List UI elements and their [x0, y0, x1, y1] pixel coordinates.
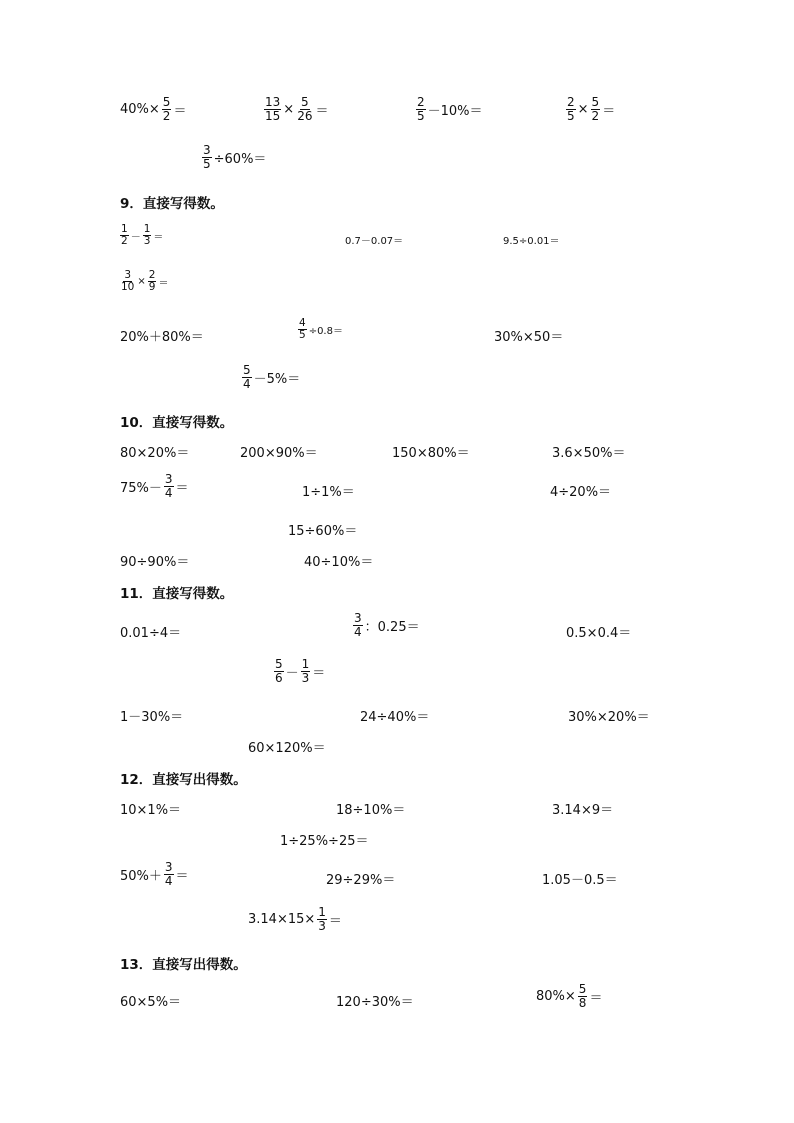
expression-tail: ÷60%＝	[213, 151, 267, 167]
expression-p9-6	[296, 318, 343, 341]
expression-text: 10×1%＝	[120, 803, 182, 818]
denominator: 15	[265, 108, 281, 123]
expression-tail: ＝	[153, 232, 164, 244]
expression-text: 150×80%＝	[392, 446, 470, 461]
section-heading-11: 11．直接写得数。	[120, 586, 234, 602]
expression-p8-2	[262, 96, 328, 122]
expression-lead: 3.14×15×	[248, 911, 316, 927]
expression-p12-5	[120, 861, 189, 887]
fraction	[164, 473, 174, 499]
expression-tail: ＝	[175, 868, 189, 884]
numerator: 3	[124, 269, 132, 281]
fraction	[591, 96, 601, 122]
operator: ×	[577, 101, 589, 117]
expression-tail: ＝	[315, 103, 329, 119]
numerator: 1	[318, 905, 326, 919]
expression-text: 1－30%＝	[120, 710, 184, 725]
expression-text: 120÷30%＝	[336, 995, 414, 1010]
fraction	[317, 906, 327, 932]
expression-lead: 80%×	[536, 988, 576, 1004]
denominator: 5	[299, 329, 306, 342]
expression-p13-2	[336, 991, 414, 1010]
expression-tail: －10%＝	[427, 103, 483, 119]
expression-p10-9	[120, 551, 189, 570]
fraction	[120, 270, 135, 293]
expression-p12-8	[248, 906, 342, 932]
expression-p11-3	[566, 622, 631, 641]
expression-p9-2	[345, 232, 403, 247]
expression-text: 0.7－0.07＝	[345, 236, 404, 247]
expression-text: 60×120%＝	[248, 741, 326, 756]
operator: ×	[283, 101, 295, 117]
expression-text: 3.6×50%＝	[552, 446, 626, 461]
numerator: 2	[417, 95, 425, 109]
expression-p10-4	[552, 442, 625, 461]
expression-p11-6	[360, 706, 429, 725]
numerator: 5	[301, 95, 309, 109]
numerator: 3	[354, 611, 362, 625]
expression-p10-3	[392, 442, 470, 461]
denominator: 10	[121, 281, 135, 294]
denominator: 2	[162, 108, 171, 123]
expression-text: 29÷29%＝	[326, 873, 396, 888]
expression-p9-4	[118, 270, 168, 293]
expression-text: 3.14×9＝	[552, 803, 614, 818]
expression-tail: ＝	[158, 278, 169, 290]
expression-p12-6	[326, 869, 395, 888]
expression-text: 24÷40%＝	[360, 710, 430, 725]
numerator: 2	[567, 95, 575, 109]
operator: －	[285, 665, 299, 681]
fraction	[164, 861, 174, 887]
expression-p12-7	[542, 869, 618, 888]
expression-p13-1	[120, 991, 181, 1010]
expression-text: 20%＋80%＝	[120, 330, 204, 345]
expression-p10-6	[302, 481, 355, 500]
fraction	[202, 144, 212, 170]
operator: ×	[137, 276, 146, 288]
operator: －	[130, 232, 141, 244]
expression-p10-1	[120, 442, 189, 461]
denominator: 4	[164, 485, 173, 500]
expression-p9-3	[503, 232, 560, 247]
fraction	[162, 96, 172, 122]
fraction	[301, 658, 311, 684]
expression-text: 30%×50＝	[494, 330, 564, 345]
fraction	[416, 96, 426, 122]
expression-p11-4	[272, 658, 325, 684]
expression-p10-7	[550, 481, 611, 500]
expression-text: 80×20%＝	[120, 446, 190, 461]
expression-tail: －5%＝	[253, 371, 301, 387]
denominator: 5	[417, 108, 425, 123]
expression-lead: 75%－	[120, 480, 162, 496]
expression-p10-5	[120, 473, 189, 499]
expression-text: 1÷25%÷25＝	[280, 834, 369, 849]
numerator: 1	[121, 223, 128, 235]
expression-p12-4	[280, 830, 369, 849]
fraction	[566, 96, 576, 122]
expression-p9-1	[118, 224, 163, 247]
expression-tail: ＝	[175, 480, 189, 496]
denominator: 6	[275, 670, 283, 685]
expression-text: 90÷90%＝	[120, 555, 190, 570]
expression-p10-2	[240, 442, 318, 461]
denominator: 4	[354, 624, 362, 639]
expression-p11-2	[351, 612, 420, 638]
denominator: 8	[578, 995, 587, 1010]
numerator: 1	[301, 657, 310, 671]
expression-p8-4	[564, 96, 615, 122]
denominator: 4	[164, 873, 173, 888]
expression-p9-8	[240, 364, 300, 390]
denominator: 5	[567, 108, 575, 123]
section-heading-12: 12．直接写出得数。	[120, 772, 247, 788]
numerator: 5	[243, 363, 251, 377]
expression-p8-3	[414, 96, 483, 122]
numerator: 5	[578, 982, 587, 996]
expression-tail: ＝	[589, 990, 603, 1006]
fraction	[264, 96, 281, 122]
fraction	[578, 983, 588, 1009]
denominator: 5	[203, 156, 211, 171]
fraction	[274, 658, 284, 684]
numerator: 3	[203, 143, 211, 157]
expression-text: 30%×20%＝	[568, 710, 650, 725]
expression-text: 200×90%＝	[240, 446, 318, 461]
denominator: 2	[591, 108, 600, 123]
section-heading-9: 9．直接写得数。	[120, 196, 224, 212]
expression-p11-7	[568, 706, 650, 725]
expression-tail: ：0.25＝	[364, 619, 420, 635]
expression-text: 9.5÷0.01＝	[503, 236, 560, 247]
denominator: 9	[148, 281, 156, 294]
denominator: 2	[121, 235, 128, 248]
denominator: 26	[297, 108, 313, 123]
expression-lead: 50%＋	[120, 868, 162, 884]
denominator: 3	[318, 918, 326, 933]
numerator: 5	[275, 657, 283, 671]
numerator: 2	[148, 269, 156, 281]
expression-p9-5	[120, 326, 204, 345]
denominator: 3	[301, 670, 310, 685]
expression-p12-1	[120, 799, 181, 818]
expression-tail: ＝	[173, 103, 187, 119]
expression-p10-10	[304, 551, 373, 570]
expression-text: 0.5×0.4＝	[566, 626, 632, 641]
expression-text: 40÷10%＝	[304, 555, 374, 570]
expression-text: 4÷20%＝	[550, 485, 612, 500]
expression-p11-5	[120, 706, 183, 725]
section-heading-13: 13．直接写出得数。	[120, 957, 247, 973]
numerator: 3	[164, 860, 173, 874]
fraction	[298, 318, 307, 341]
expression-tail: ＝	[312, 665, 326, 681]
expression-text: 1.05－0.5＝	[542, 873, 618, 888]
expression-p8-5	[200, 144, 266, 170]
numerator: 3	[164, 472, 173, 486]
expression-p12-3	[552, 799, 613, 818]
numerator: 5	[162, 95, 171, 109]
expression-text: 60×5%＝	[120, 995, 182, 1010]
expression-p9-7	[494, 326, 563, 345]
expression-text: 15÷60%＝	[288, 524, 358, 539]
numerator: 4	[299, 317, 306, 329]
fraction	[296, 96, 313, 122]
expression-p12-2	[336, 799, 405, 818]
fraction	[242, 364, 252, 390]
denominator: 3	[143, 235, 151, 248]
expression-tail: ＝	[602, 103, 616, 119]
fraction	[143, 224, 152, 247]
expression-p10-8	[288, 520, 357, 539]
expression-text: 0.01÷4＝	[120, 626, 182, 641]
section-heading-10: 10．直接写得数。	[120, 415, 234, 431]
fraction	[353, 612, 363, 638]
expression-tail: ＝	[328, 913, 342, 929]
expression-tail: ÷0.8＝	[308, 326, 343, 338]
expression-p13-3	[536, 983, 602, 1009]
fraction	[148, 270, 157, 293]
expression-p11-1	[120, 622, 181, 641]
expression-text: 1÷1%＝	[302, 485, 355, 500]
denominator: 4	[243, 376, 251, 391]
expression-text: 18÷10%＝	[336, 803, 406, 818]
expression-p11-8	[248, 737, 326, 756]
numerator: 5	[591, 95, 600, 109]
numerator: 13	[265, 95, 281, 109]
numerator: 1	[143, 223, 151, 235]
fraction	[120, 224, 129, 247]
expression-p8-1	[120, 96, 186, 122]
expression-lead: 40%×	[120, 101, 160, 117]
